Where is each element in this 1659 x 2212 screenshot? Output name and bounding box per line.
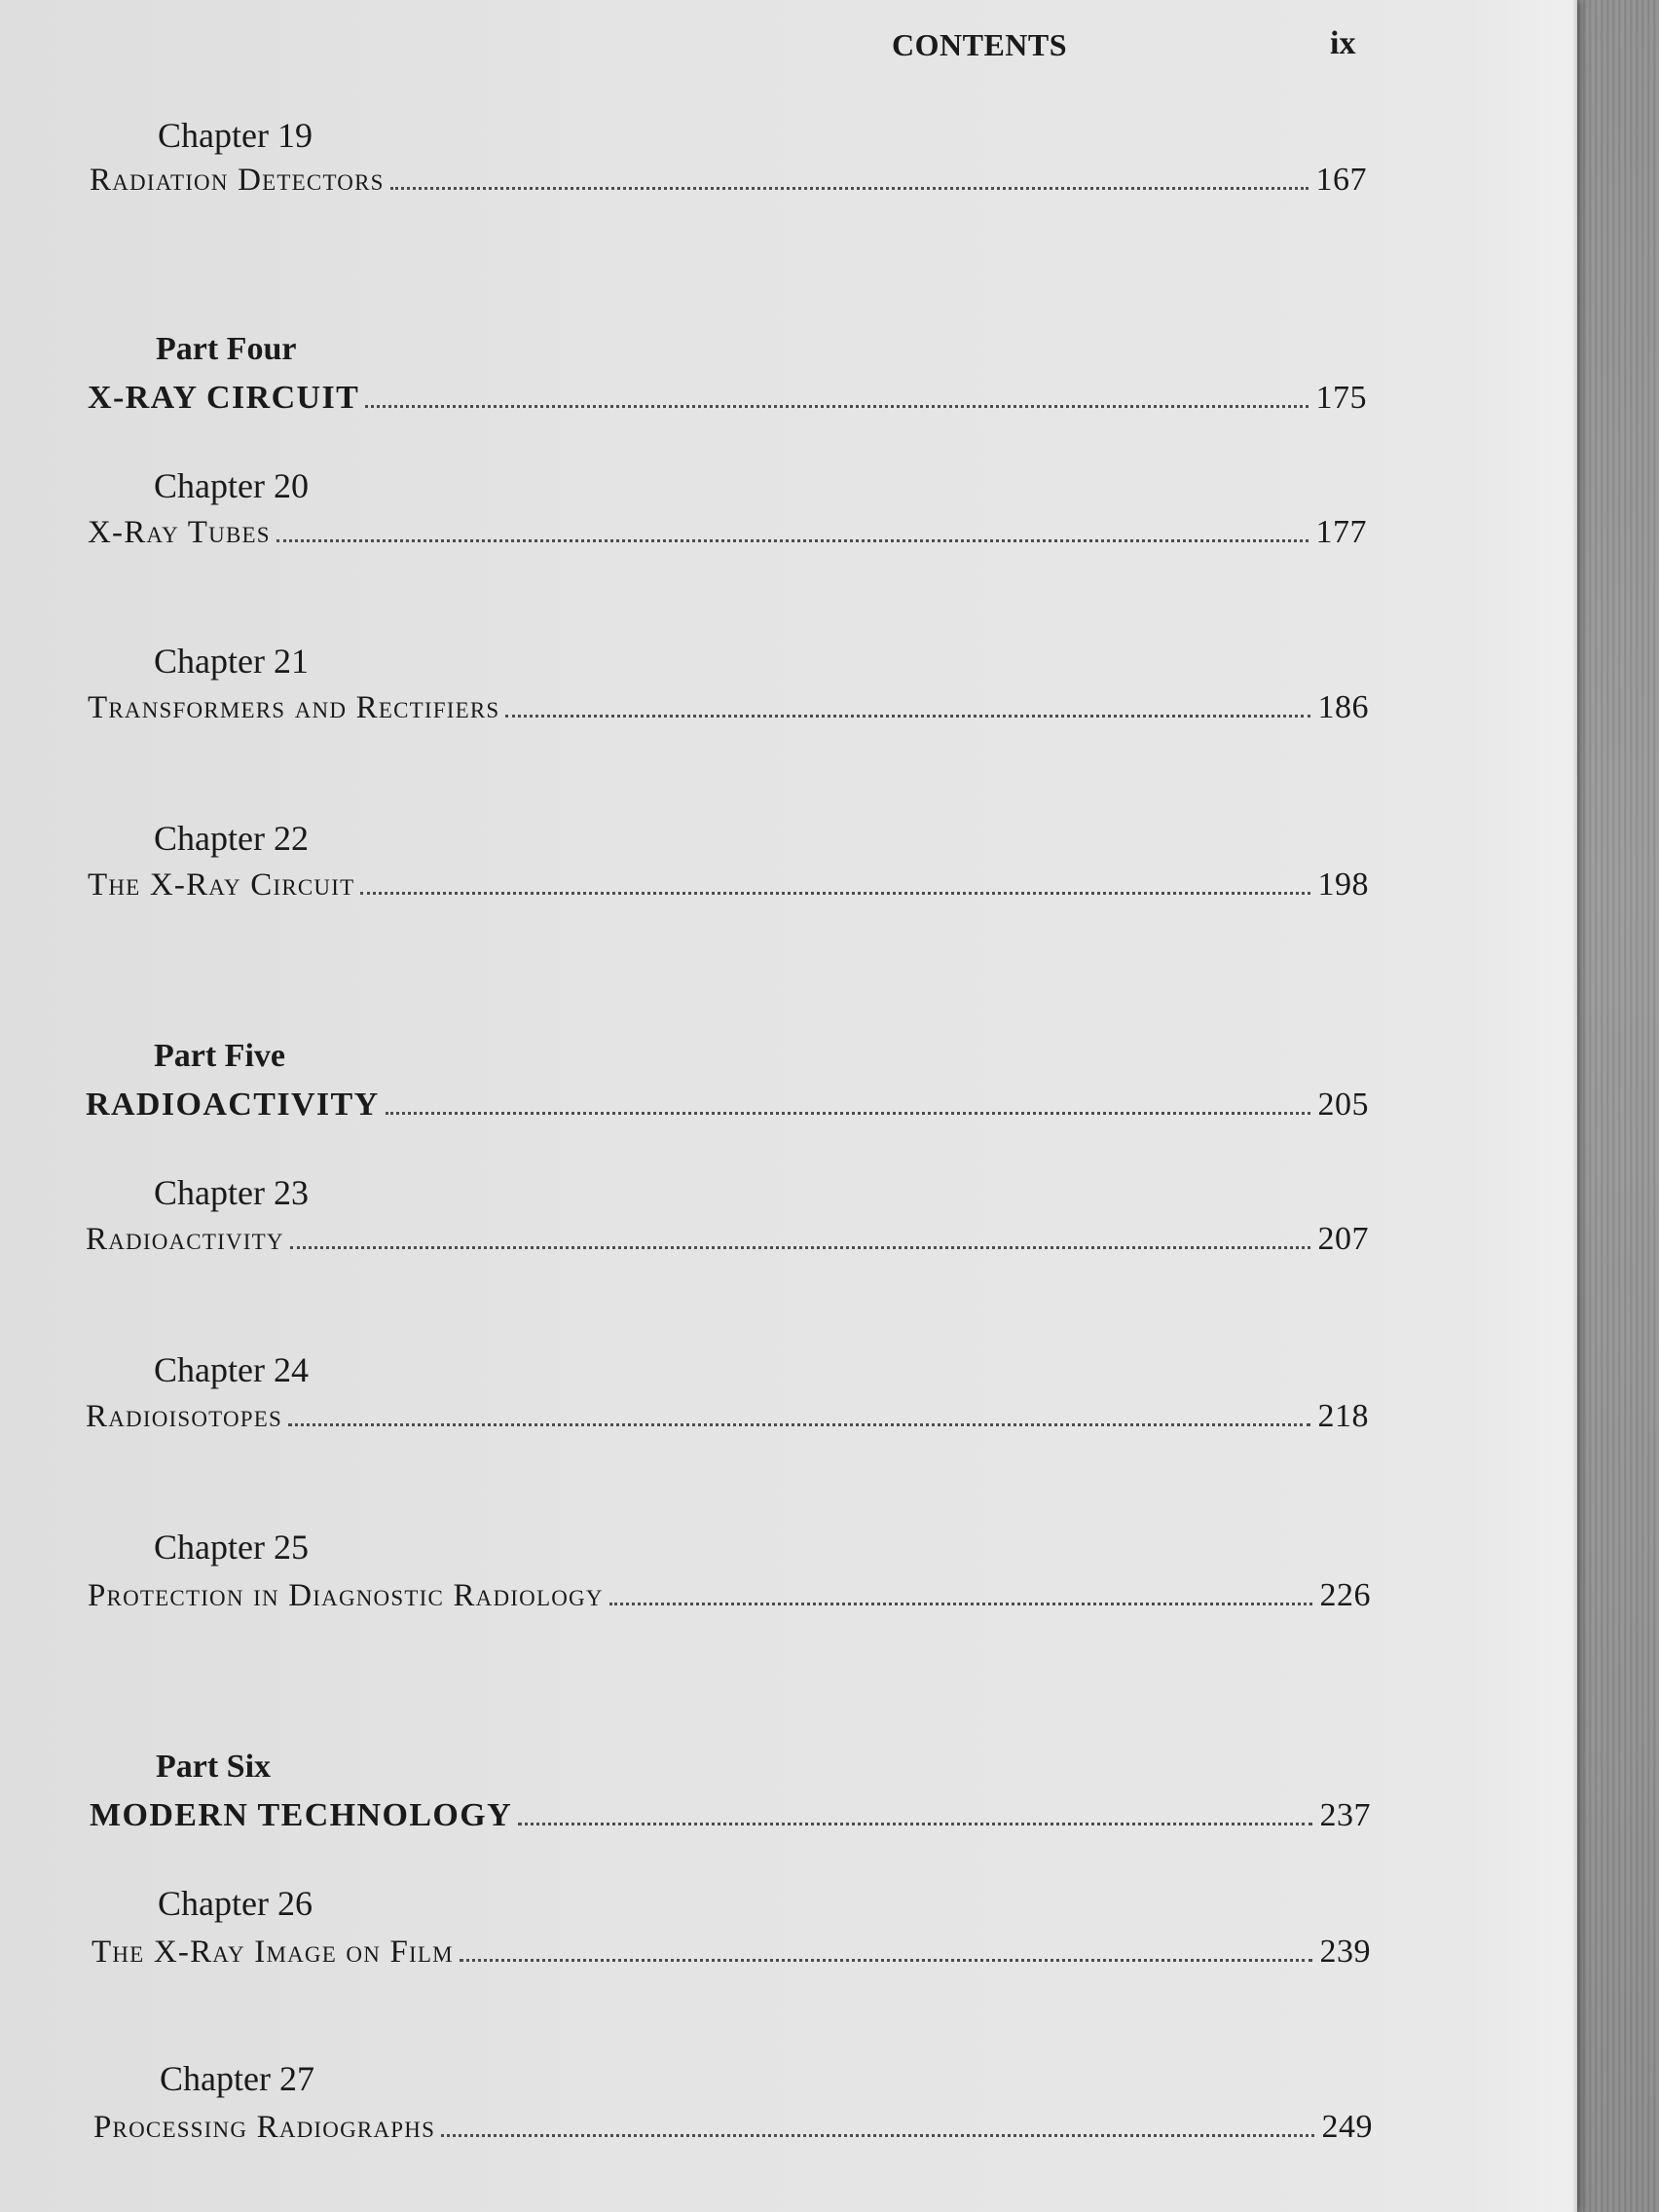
toc-entry[interactable] — [88, 380, 1367, 417]
page-edge — [1571, 0, 1577, 2212]
page-number: 249 — [1321, 2109, 1373, 2145]
dot-leader — [365, 405, 1308, 408]
entry-title: Protection in Diagnostic Radiology — [88, 1578, 604, 1613]
entry-title: Processing Radiographs — [93, 2110, 436, 2145]
toc-entry[interactable] — [88, 689, 1369, 726]
toc-entry[interactable] — [88, 514, 1367, 551]
page-number: 205 — [1317, 1087, 1369, 1123]
page-number: 175 — [1315, 380, 1367, 416]
toc-entry[interactable] — [88, 866, 1369, 903]
chapter-label: Chapter 19 — [158, 116, 313, 155]
part-label: Part Six — [156, 1749, 272, 1785]
dot-leader — [609, 1603, 1312, 1605]
chapter-label: Chapter 22 — [154, 819, 309, 858]
entry-title: MODERN TECHNOLOGY — [90, 1797, 513, 1833]
page-number: 198 — [1317, 866, 1369, 903]
chapter-label: Chapter 24 — [154, 1350, 309, 1389]
dot-leader — [505, 715, 1309, 718]
page-number: 167 — [1315, 162, 1367, 198]
chapter-label: Chapter 20 — [154, 466, 309, 505]
toc-entry[interactable] — [93, 2109, 1373, 2146]
entry-title: RADIOACTIVITY — [86, 1087, 380, 1123]
dot-leader — [290, 1246, 1310, 1249]
chapter-label: Chapter 23 — [154, 1173, 309, 1212]
toc-entry[interactable] — [86, 1398, 1369, 1435]
running-head: CONTENTS — [892, 27, 1068, 62]
dot-leader — [518, 1823, 1311, 1825]
entry-title: The X-Ray Image on Film — [92, 1935, 454, 1970]
page-number: 239 — [1319, 1934, 1371, 1970]
toc-entry[interactable] — [86, 1087, 1369, 1124]
chapter-label: Chapter 26 — [158, 1884, 313, 1923]
toc-entry[interactable] — [86, 1221, 1369, 1258]
table-surface — [1577, 0, 1659, 2212]
entry-title: X-Ray Tubes — [88, 515, 271, 550]
page-number: 186 — [1317, 689, 1369, 725]
page-number: 177 — [1315, 514, 1367, 550]
page-number: 237 — [1319, 1797, 1371, 1833]
part-label: Part Four — [156, 331, 297, 367]
toc-entry[interactable] — [92, 1934, 1371, 1971]
entry-title: The X-Ray Circuit — [88, 867, 355, 903]
page-folio: ix — [1330, 25, 1356, 61]
entry-title: Radioisotopes — [86, 1399, 283, 1434]
toc-entry[interactable] — [88, 1577, 1371, 1614]
entry-title: Radioactivity — [86, 1222, 284, 1257]
dot-leader — [460, 1959, 1312, 1962]
part-label: Part Five — [154, 1038, 285, 1074]
dot-leader — [441, 2134, 1313, 2137]
chapter-label: Chapter 21 — [154, 642, 309, 681]
dot-leader — [360, 892, 1309, 895]
page-number: 218 — [1317, 1398, 1369, 1434]
chapter-label: Chapter 27 — [160, 2059, 314, 2098]
page-number: 207 — [1317, 1221, 1369, 1257]
dot-leader — [390, 187, 1309, 190]
entry-title: X-RAY CIRCUIT — [88, 380, 360, 416]
dot-leader — [288, 1423, 1309, 1426]
entry-title: Radiation Detectors — [90, 163, 385, 198]
chapter-label: Chapter 25 — [154, 1528, 309, 1567]
dot-leader — [276, 539, 1309, 542]
page-number: 226 — [1319, 1577, 1371, 1613]
toc-entry[interactable] — [90, 1797, 1371, 1834]
toc-entry[interactable] — [90, 162, 1367, 199]
entry-title: Transformers and Rectifiers — [88, 690, 500, 725]
dot-leader — [386, 1112, 1310, 1115]
